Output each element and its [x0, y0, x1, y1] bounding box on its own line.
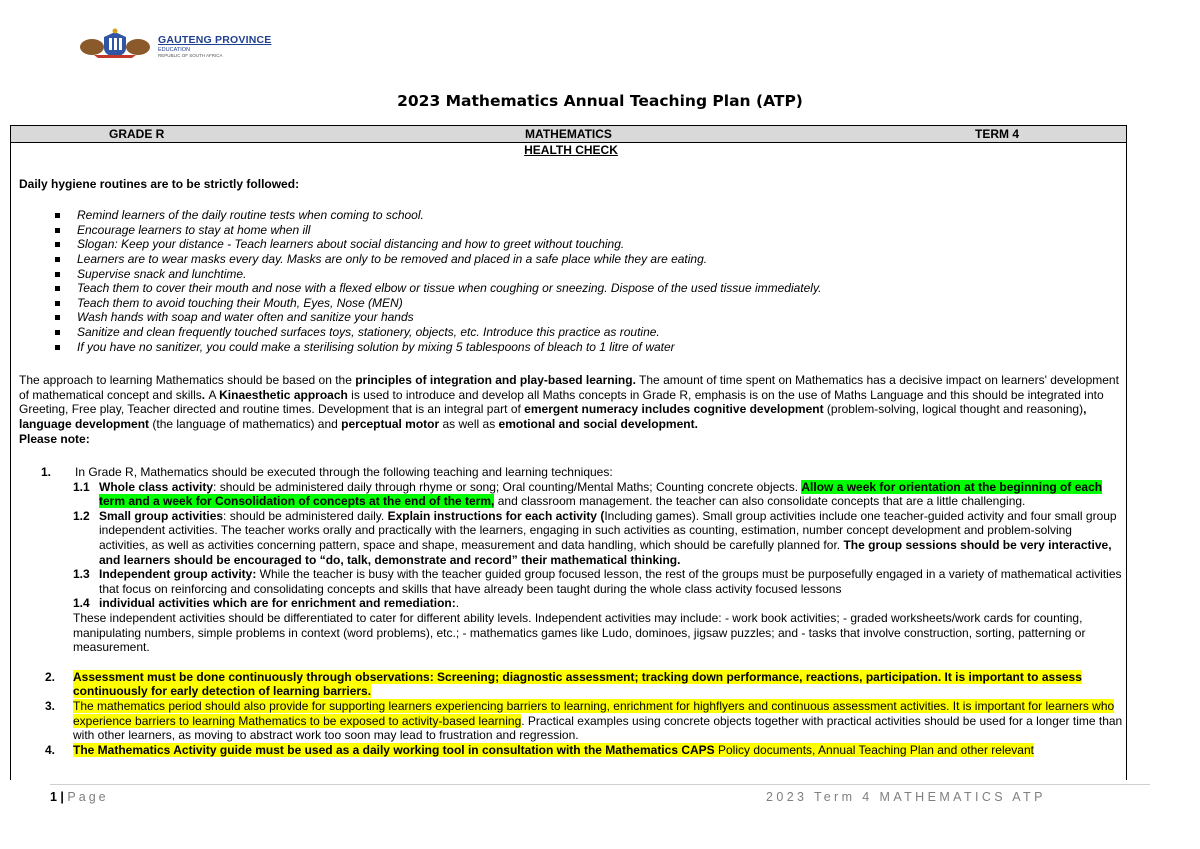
highlight-green: Allow a week for orientation at the beginning of each term and a week for Consolidation of concepts at the end of the term,	[99, 479, 1103, 509]
document-title: 2023 Mathematics Annual Teaching Plan (ATP)	[397, 92, 803, 110]
numbered-item-1	[19, 465, 1123, 480]
approach-text: The amount of time spent on Mathematics has a decisive impact on learners' development of mathematical concept and skills	[19, 373, 1119, 402]
sub-item-bold: Small group activities	[99, 508, 224, 523]
approach-text: is used to introduce and develop all Maths concepts in Grade R, emphasis is on the use of Maths Language and this should be integrated into Greeting, Free play, Teacher directed and routine times. Development that is an integral part of	[19, 387, 1104, 417]
footer-page-number	[50, 790, 109, 804]
sub-item-bold: Independent group activity:	[99, 567, 257, 582]
sub-item-1-4	[19, 596, 1123, 611]
highlight-yellow: The mathematics period should also provide for supporting learners experiencing barriers to learning, enrichment for highflyers and continuous assessment activities. It is important for learners who experience barriers to learning Mathematics to be exposed to activity-based learning	[73, 699, 1115, 728]
footer-divider	[50, 784, 1150, 785]
please-note: Please note:	[19, 431, 90, 446]
page-word: Page	[67, 790, 109, 804]
list-item: Slogan: Keep your distance - Teach learners about social distancing and how to greet without touching.	[19, 237, 1123, 252]
sub-item-text: : should be administered daily through rhyme or song; Oral counting/Mental Maths; Counting concrete objects.	[213, 479, 802, 494]
numbered-item-2	[19, 670, 1123, 699]
coat-of-arms-icon	[74, 28, 156, 58]
list-item: Encourage learners to stay at home when ill	[19, 223, 1123, 238]
item-1-intro: In Grade R, Mathematics should be executed through the following teaching and learning techniques:	[75, 465, 613, 480]
numbered-item-4	[19, 743, 1123, 758]
health-check-title: HEALTH CHECK	[524, 143, 618, 157]
approach-bold: emotional and social development.	[498, 416, 698, 431]
page-separator: |	[56, 790, 68, 804]
highlight-yellow: Policy documents, Annual Teaching Plan and other relevant	[714, 742, 1034, 757]
approach-bold: , language development	[19, 402, 1087, 431]
item-number: 2.	[45, 669, 56, 684]
approach-bold: principles of integration and play-based learning.	[355, 373, 636, 388]
list-item: If you have no sanitizer, you could make a sterilising solution by mixing 5 tablespoons of bleach to 1 litre of water	[19, 340, 1123, 355]
hygiene-heading: Daily hygiene routines are to be strictly followed:	[19, 176, 300, 191]
sub-item-bold: individual activities which are for enrichment and remediation:	[99, 596, 456, 611]
gauteng-logo	[74, 28, 294, 58]
sub-item-text: Including games). Small group activities include one teacher-guided activity and four small group independent activities. The teacher works orally and practically with the learners, engaging in such activities as counting, estimation, number concept development and problem-solving activities, as well as activities concerning pattern, space and shape, measurement and data handling, which should be carefully planned for.	[99, 508, 1117, 553]
approach-text: A	[208, 387, 220, 402]
sub-item-number: 1.4	[73, 596, 90, 611]
highlight-yellow: Assessment must be done continuously through observations: Screening; diagnostic assessment; tracking down performance, reactions, participation. It is important to assess continuously for early detection of learning barriers.	[73, 669, 1082, 699]
item-number: 1.	[41, 465, 52, 480]
approach-bold: perceptual motor	[341, 416, 440, 431]
table-body	[19, 143, 1123, 757]
highlight-yellow: The Mathematics Activity guide must be used as a daily working tool in consultation with the Mathematics CAPS	[73, 742, 715, 757]
approach-text: The approach to learning Mathematics should be based on the	[19, 373, 356, 388]
list-item: Remind learners of the daily routine tests when coming to school.	[19, 208, 1123, 223]
approach-text: (problem-solving, logical thought and reasoning)	[823, 402, 1084, 417]
item-3-text: . Practical examples using concrete objects together with practical activities should be used for a longer time than with other learners, as moving to abstract work too soon may lead to frustration and regression.	[73, 713, 1123, 743]
table-header-row	[11, 126, 1126, 143]
header-grade: GRADE R	[109, 127, 165, 141]
numbered-item-3	[19, 699, 1123, 743]
hygiene-list	[19, 208, 1123, 354]
header-subject: MATHEMATICS	[525, 127, 612, 141]
sub-item-text: .	[455, 596, 460, 611]
sub-item-text: While the teacher is busy with the teacher guided group focused lesson, the rest of the groups must be purposefully engaged in a variety of mathematical activities that focus on reinforcing and consolidating concepts and skills that have already been taught during the whole class activity focused lessons	[99, 567, 1122, 596]
sub-item-bold: Explain instructions for each activity (	[387, 508, 605, 523]
sub-item-text: : should be administered daily.	[223, 508, 388, 523]
logo-country: REPUBLIC OF SOUTH AFRICA	[158, 53, 223, 58]
header-term: TERM 4	[975, 127, 1020, 141]
item-number: 4.	[45, 742, 56, 757]
approach-bold: Kinaesthetic approach	[219, 387, 348, 402]
page-number: 1	[50, 790, 57, 804]
list-item: Learners are to wear masks every day. Masks are only to be removed and placed in a safe place while they are eating.	[19, 252, 1123, 267]
approach-bold: .	[201, 387, 209, 402]
teaching-plan-table	[10, 125, 1127, 780]
approach-text: (the language of mathematics) and	[149, 416, 342, 431]
list-item: Wash hands with soap and water often and sanitize your hands	[19, 310, 1123, 325]
item-number: 3.	[45, 699, 56, 713]
list-item: Teach them to cover their mouth and nose with a flexed elbow or tissue when coughing or sneezing. Dispose of the used tissue immediately.	[19, 281, 1123, 296]
sub-item-1-3	[19, 567, 1123, 596]
logo-name: GAUTENG PROVINCE	[158, 34, 272, 46]
list-item: Supervise snack and lunchtime.	[19, 267, 1123, 282]
sub-item-text: and classroom management. the teacher can also consolidate concepts that are a little challenging.	[494, 494, 1026, 509]
sub-item-1-1	[19, 480, 1123, 509]
approach-bold: emergent numeracy includes cognitive development	[524, 402, 824, 417]
sub-item-number: 1.3	[73, 567, 90, 582]
list-item: Sanitize and clean frequently touched surfaces toys, stationery, objects, etc. Introduce this practice as routine.	[19, 325, 1123, 340]
sub-item-number: 1.1	[73, 479, 90, 494]
sub-item-bold: The group sessions should be very interactive, and learners should be encouraged to “do, talk, demonstrate and record” their mathematical thinking.	[99, 538, 1112, 567]
independent-activities-paragraph: These independent activities should be differentiated to cater for different ability levels. Independent activities may include: - work book activities; - graded worksheets/work cards for counting, manipulating numbers, simple problems in context (word problems), etc.; - mathematics games like Ludo, dominoes, jigsaw puzzles; and - tasks that involve construction, sorting, patterning or measurement.	[73, 611, 1086, 655]
footer-document-label: 2023 Term 4 MATHEMATICS ATP	[766, 790, 1046, 804]
sub-item-bold: Whole class activity	[99, 479, 214, 494]
sub-item-1-2	[19, 509, 1123, 567]
list-item: Teach them to avoid touching their Mouth, Eyes, Nose (MEN)	[19, 296, 1123, 311]
logo-department: EDUCATION	[158, 47, 190, 53]
approach-paragraph	[19, 373, 1123, 431]
approach-text: as well as	[439, 416, 499, 431]
sub-item-number: 1.2	[73, 508, 90, 523]
